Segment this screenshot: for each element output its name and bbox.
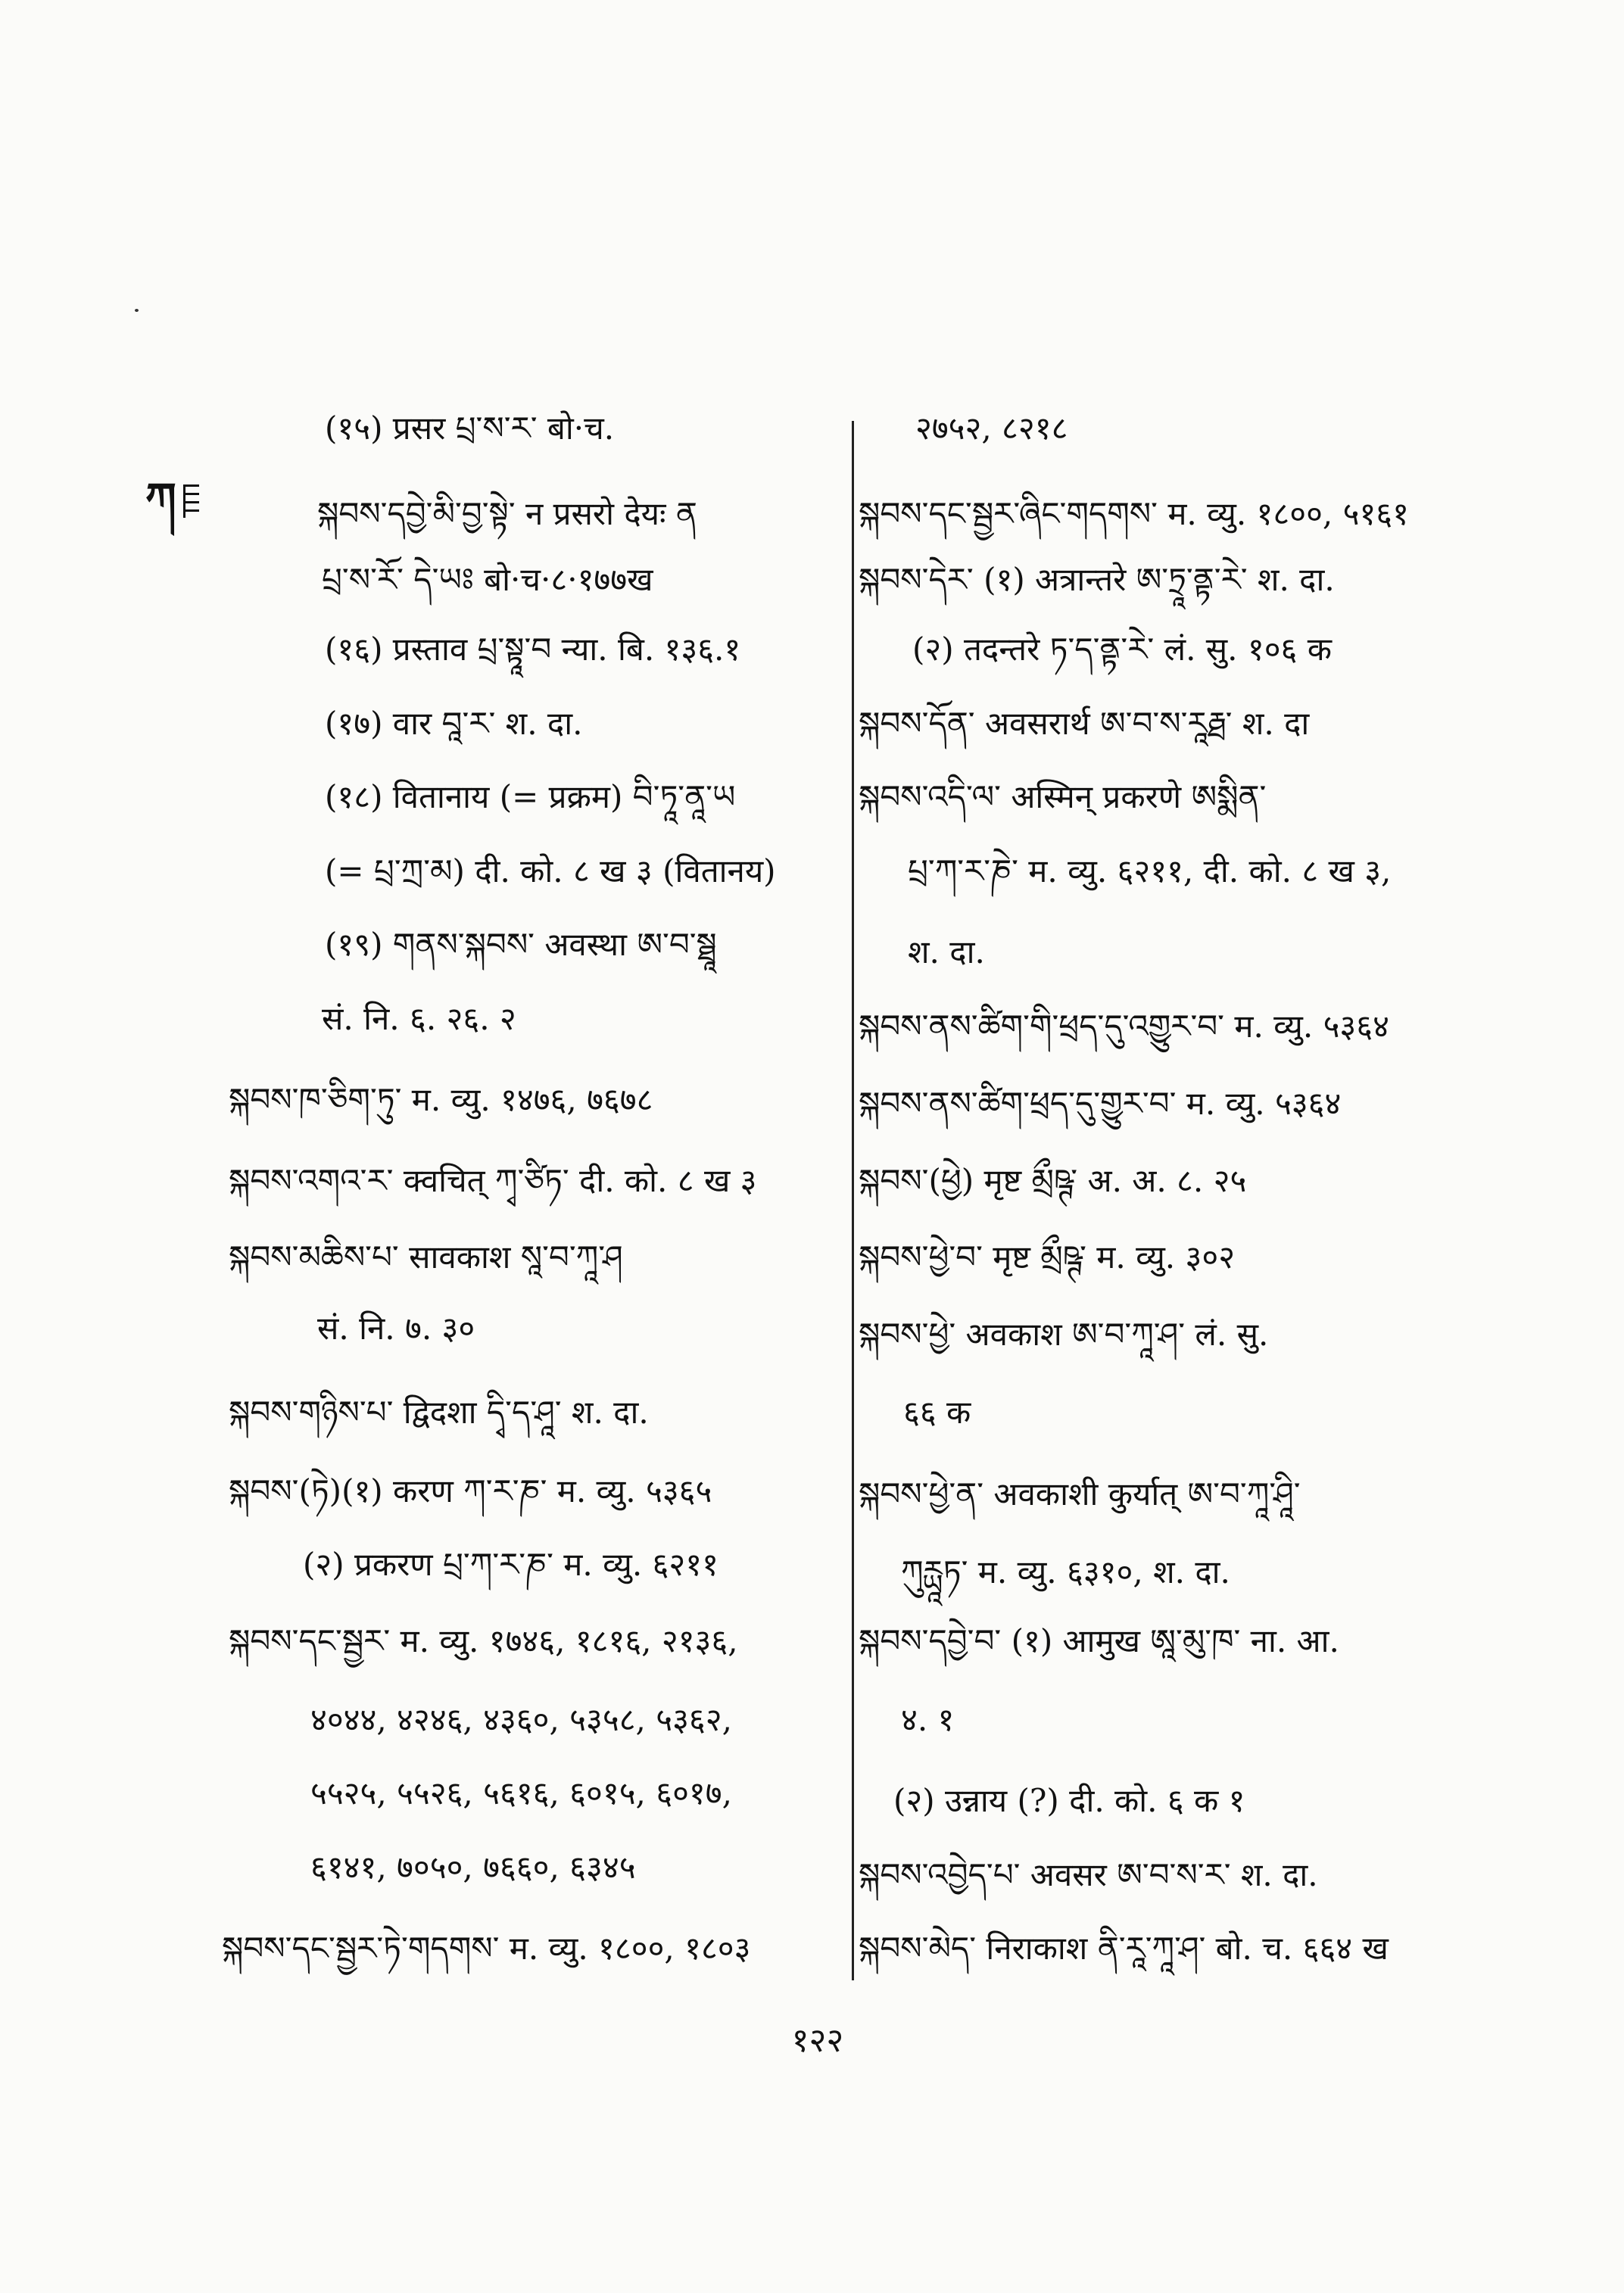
entry-line: སྐབས་དོན་ अवसरार्थ ཨ་བ་ས་རཱརྠ་ श. दा: [859, 705, 1310, 742]
entry-line: པྲ་ས་རོ་ དེ་ཡཿ बो·च·८·१७७ख: [322, 561, 653, 598]
entry-line: སྐབས་འགའ་ར་ क्वचित् ཀྭ་ཙིཏ་ दी. को. ८ ख ३: [229, 1162, 757, 1199]
entry-line: ४०४४, ४२४६, ४३६०, ५३५८, ५३६२,: [310, 1701, 732, 1738]
entry-line: སྐབས་དབྱེ་མི་བྱ་སྟེ་ न प्रसरो देयः ན: [317, 495, 697, 532]
entry-line: (२) प्रकरण པྲ་ཀ་ར་ཎ་ म. व्यु. ६२११: [303, 1546, 718, 1583]
entry-line: (१७) वार བཱ་ར་ श. दा.: [325, 705, 583, 742]
right-column: [856, 0, 1605, 2293]
entry-line: སྐབས་(ཕྱེ) मृष्ट མྲྀཥྚ་ अ. अ. ८. २५: [859, 1162, 1247, 1199]
entry-line: སྐབས་དེར་ (१) अत्रान्तरे ཨ་ཏྲཱ་ནྟ་རེ་ श. दा.: [859, 561, 1335, 598]
column-divider: [852, 421, 854, 1980]
entry-line: སྐབས་(ཏེ)(१) करण ཀ་ར་ཎ་ म. व्यु. ५३६५: [229, 1472, 712, 1509]
entry-line: (१५) प्रसर པྲ་ས་ར་ बो·च.: [325, 410, 615, 447]
entry-line: ཀུརྻཱཏ་ म. व्यु. ६३१०, श. दा.: [901, 1553, 1230, 1590]
entry-line: (२) उन्नाय (?) दी. को. ६ क १: [893, 1782, 1245, 1819]
entry-line: སྐབས་ཕྱེ་ अवकाश ཨ་བ་ཀཱ་ཤ་ लं. सु.: [859, 1316, 1269, 1353]
entry-line: སྐབས་ནས་ཚིག་ཕྲད་དུ་གྱུར་བ་ म. व्यु. ५३६४: [859, 1085, 1342, 1122]
entry-line: (२) तदन्तरे ཏ་ད་ནྟ་རེ་ लं. सु. १०६ क: [912, 631, 1332, 668]
entry-line: (१६) प्रस्ताव པྲ་སྟཱ་བ न्या. बि. १३६.१: [325, 631, 741, 668]
entry-line: སྐབས་གཉིས་པ་ द्विदशा དྭི་ད་ཤཱ་ श. दा.: [229, 1394, 649, 1431]
entry-line: ६६ क: [903, 1394, 971, 1431]
entry-line: སྐབས་ནས་ཚིག་གི་ཕྲད་དུ་འགྱུར་བ་ म. व्यु. ५३६४: [859, 1008, 1389, 1045]
index-letter: ཀ: [145, 473, 176, 525]
entry-line: སྐབས་དང་སྦྱར་ म. व्यु. १७४६, १८१६, २१३६,: [229, 1622, 738, 1659]
entry-line: སྐབས་དང་སྦྱར་ཏེ་གདགས་ म. व्यु. १८००, १८०३: [222, 1930, 751, 1967]
entry-line: སྐབས་དབྱེ་བ་ (१) आमुख ཨཱ་མུ་ཁ་ ना. आ.: [859, 1622, 1339, 1659]
entry-line: ५५२५, ५५२६, ५६१६, ६०१५, ६०१७,: [310, 1774, 732, 1812]
entry-line: सं. नि. ७. ३०: [317, 1310, 475, 1347]
entry-line: སྐབས་མཆིས་པ་ सावकाश སཱ་བ་ཀཱ་ཤ: [229, 1238, 623, 1276]
entry-line: श. दा.: [908, 933, 985, 970]
page-number: १२२: [791, 2021, 844, 2060]
entry-line: ४. १: [901, 1701, 955, 1738]
entry-line: (१९) གནས་སྐབས་ अवस्था ཨ་བ་སྠཱ: [325, 926, 717, 963]
entry-line: ६१४१, ७०५०, ७६६०, ६३४५: [310, 1849, 636, 1886]
entry-line: སྐབས་ཕྱེ་ན་ अवकाशी कुर्यात् ཨ་བ་ཀཱ་ཤཱི་: [859, 1475, 1301, 1513]
entry-line: སྐབས་དང་སྦྱར་ཞིང་གདགས་ म. व्यु. १८००, ५१६१: [859, 495, 1409, 532]
entry-line: सं. नि. ६. २६. २: [322, 1000, 516, 1037]
entry-line: སྐབས་འབྱེད་པ་ अवसर ཨ་བ་ས་ར་ श. दा.: [859, 1856, 1318, 1893]
entry-line: སྐབས་མེད་ निराकाश ནི་རཱ་ཀཱ་ཤ་ बो. च. ६६४ ख: [859, 1930, 1389, 1967]
entry-line: པྲ་ཀ་ར་ཎེ་ म. व्यु. ६२११, दी. को. ८ ख ३,: [908, 852, 1392, 889]
entry-line: སྐབས་ཁ་ཅིག་ཏུ་ म. व्यु. १४७६, ७६७८: [229, 1081, 653, 1118]
entry-line: སྐབས་འདི་ལ་ अस्मिन् प्रकरणे ཨསྨིན་: [859, 778, 1267, 815]
entry-line: २७५२, ८२१८: [915, 410, 1068, 447]
entry-line: (= པྲ་ཀྲ་མ) दी. को. ८ ख ३ (वितानय): [325, 852, 776, 889]
entry-line: སྐབས་ཕྱེ་བ་ मृष्ट མྲྀཥྚ་ म. व्यु. ३०२: [859, 1238, 1236, 1276]
entry-line: (१८) वितानाय (= प्रक्रम) བི་ཏཱ་ནཱ་ཡ: [325, 778, 736, 815]
